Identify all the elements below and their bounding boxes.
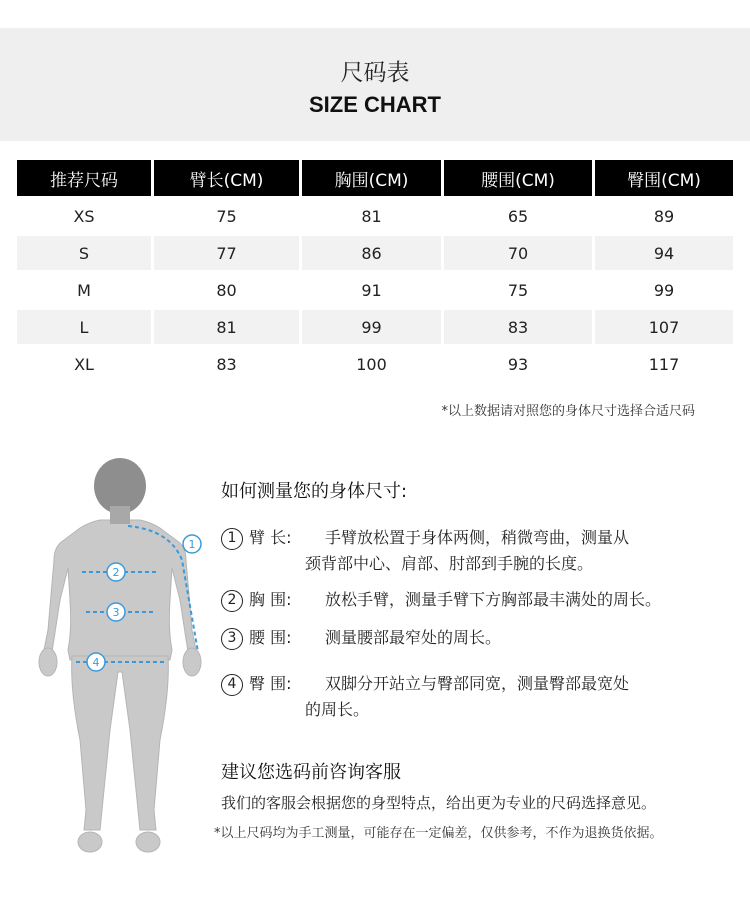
table-row	[17, 236, 733, 270]
cell-waist: 65	[507, 206, 529, 226]
header-banner	[0, 28, 750, 141]
measure-text: 双脚分开站立与臀部同宽，测量臀部最宽处	[325, 674, 630, 693]
number-2-icon: 2	[221, 590, 243, 612]
body-measurement-figure	[20, 450, 220, 870]
cell-arm-length: 80	[216, 280, 237, 300]
cell-chest: 100	[356, 354, 387, 374]
measure-label: 胸 围:	[249, 590, 292, 609]
cell-hip: 99	[653, 280, 675, 300]
measure-item-chest	[221, 587, 661, 613]
header-waist: 腰围(CM)	[444, 160, 592, 196]
cell-size: M	[77, 280, 91, 300]
cell-arm-length: 77	[154, 236, 299, 270]
cell-waist: 93	[507, 354, 529, 374]
measure-text: 放松手臂，测量手臂下方胸部最丰满处的周长。	[325, 590, 662, 609]
cell-size: L	[17, 310, 151, 344]
cell-waist: 75	[507, 280, 529, 300]
number-3-icon: 3	[221, 628, 243, 650]
measure-item-hip	[221, 671, 629, 723]
cell-hip: 89	[653, 206, 675, 226]
measure-text-cont: 颈背部中心、肩部、肘部到手腕的长度。	[305, 554, 594, 573]
table-row	[17, 347, 733, 381]
header-hip: 臀围(CM)	[595, 160, 733, 196]
cell-waist: 83	[444, 310, 592, 344]
header-size: 推荐尺码	[17, 160, 151, 196]
measure-item-arm	[221, 525, 629, 577]
table-row	[17, 273, 733, 307]
cell-hip: 117	[648, 354, 680, 374]
cell-size: S	[17, 236, 151, 270]
number-4-icon: 4	[221, 674, 243, 696]
measure-label: 腰 围:	[249, 628, 292, 647]
measure-item-waist	[221, 625, 501, 651]
marker-1-label: 1	[188, 538, 196, 551]
cell-hip: 107	[595, 310, 733, 344]
cell-arm-length: 81	[154, 310, 299, 344]
advice-title: 建议您选码前咨询客服	[221, 762, 401, 783]
size-table	[17, 160, 733, 384]
measure-text-cont: 的周长。	[305, 700, 370, 719]
table-header-row	[17, 160, 733, 196]
how-to-measure-title: 如何测量您的身体尺寸:	[221, 481, 408, 502]
measure-label: 臀 围:	[249, 674, 292, 693]
table-footnote: *以上数据请对照您的身体尺寸选择合适尺码	[441, 404, 695, 419]
marker-2-label: 2	[112, 566, 120, 579]
number-1-icon: 1	[221, 528, 243, 550]
measure-label: 臂 长:	[249, 528, 292, 547]
head-icon	[94, 458, 146, 524]
cell-chest: 91	[361, 280, 382, 300]
advice-text: 我们的客服会根据您的身型特点，给出更为专业的尺码选择意见。	[221, 794, 657, 812]
title-chinese: 尺码表	[340, 60, 410, 86]
cell-chest: 81	[361, 206, 382, 226]
cell-arm-length: 83	[216, 354, 237, 374]
marker-4-label: 4	[92, 656, 100, 669]
title-english: SIZE CHART	[309, 92, 441, 117]
cell-chest: 86	[302, 236, 441, 270]
measure-text: 手臂放松置于身体两侧，稍微弯曲，测量从	[325, 528, 630, 547]
header-arm-length: 臂长(CM)	[154, 160, 299, 196]
header-chest: 胸围(CM)	[302, 160, 441, 196]
cell-arm-length: 75	[216, 206, 237, 226]
measurement-disclaimer: *以上尺码均为手工测量，可能存在一定偏差，仅供参考，不作为退换货依据。	[214, 826, 663, 841]
table-row	[17, 199, 733, 233]
table-row	[17, 310, 733, 344]
cell-chest: 99	[302, 310, 441, 344]
cell-size: XS	[73, 206, 95, 226]
cell-hip: 94	[595, 236, 733, 270]
measure-text: 测量腰部最窄处的周长。	[325, 628, 502, 647]
cell-waist: 70	[444, 236, 592, 270]
cell-size: XL	[74, 354, 94, 374]
marker-3-label: 3	[112, 606, 120, 619]
